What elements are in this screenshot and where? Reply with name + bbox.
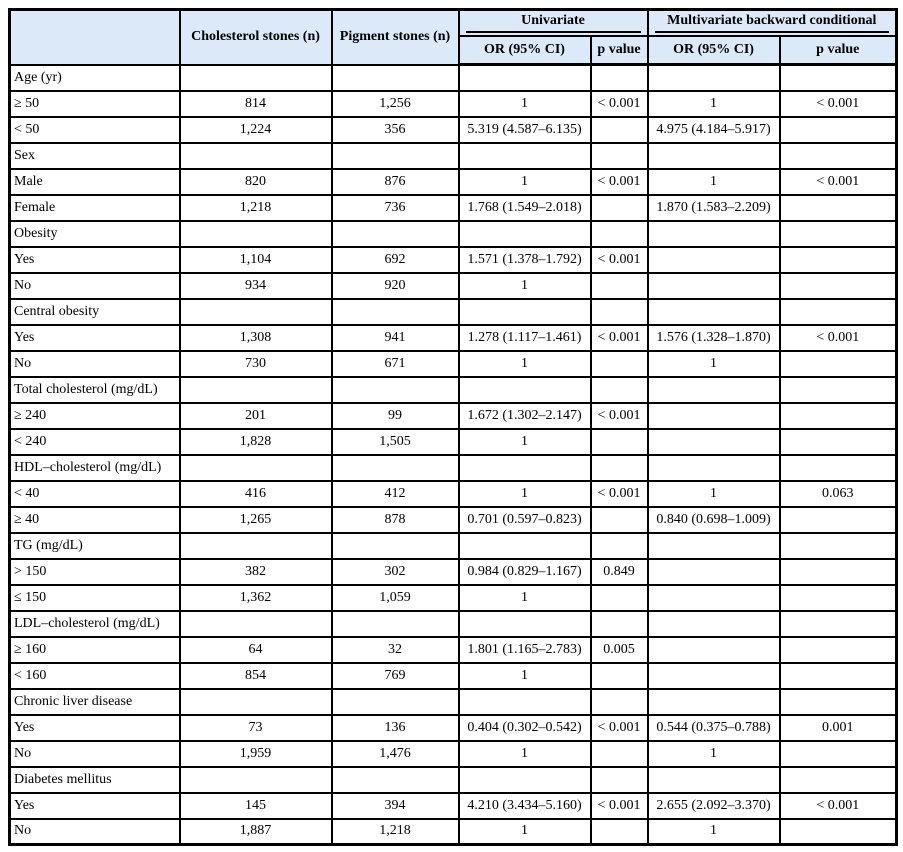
cell-uni_p [591,273,648,299]
cell-uni_or: 1 [459,741,591,767]
cell-multi_or [648,377,780,403]
multivariate-group-label: Multivariate backward conditional [655,13,890,33]
cell-multi_or: 1 [648,351,780,377]
cell-pig: 920 [332,273,459,299]
header-univariate-pvalue: p value [591,36,648,65]
cell-label: Yes [10,247,180,273]
cell-pig: 692 [332,247,459,273]
cell-multi_or [648,65,780,91]
table-row [10,273,897,299]
cell-uni_p: < 0.001 [591,91,648,117]
cell-uni_or [459,767,591,793]
cell-pig [332,299,459,325]
cell-uni_p [591,195,648,221]
cell-multi_p [780,559,897,585]
cell-pig [332,221,459,247]
table-row [10,663,897,689]
cell-multi_p [780,351,897,377]
cell-uni_or: 1 [459,351,591,377]
cell-multi_p [780,273,897,299]
cell-multi_or: 1.576 (1.328–1.870) [648,325,780,351]
cell-pig: 941 [332,325,459,351]
cell-chol: 1,828 [180,429,332,455]
cell-pig: 1,218 [332,819,459,845]
cell-pig: 769 [332,663,459,689]
cell-uni_or: 1 [459,663,591,689]
cell-chol: 145 [180,793,332,819]
table-row [10,481,897,507]
cell-uni_p [591,117,648,143]
cell-pig [332,689,459,715]
header-multivariate-or: OR (95% CI) [648,36,780,65]
odds-ratio-table [8,8,898,846]
cell-pig: 136 [332,715,459,741]
cell-multi_or [648,533,780,559]
cell-uni_or [459,611,591,637]
cell-chol [180,689,332,715]
cell-multi_p [780,143,897,169]
cell-multi_or: 2.655 (2.092–3.370) [648,793,780,819]
cell-multi_or [648,585,780,611]
table-body [10,65,897,845]
table-header [10,10,897,65]
cell-uni_or [459,143,591,169]
cell-pig [332,533,459,559]
cell-multi_or [648,637,780,663]
cell-uni_or: 1.768 (1.549–2.018) [459,195,591,221]
table-row [10,221,897,247]
cell-label: ≤ 150 [10,585,180,611]
cell-multi_p [780,767,897,793]
cell-label: ≥ 240 [10,403,180,429]
cell-multi_p: < 0.001 [780,169,897,195]
cell-uni_p [591,741,648,767]
cell-pig: 356 [332,117,459,143]
cell-uni_p [591,585,648,611]
cell-label: Sex [10,143,180,169]
cell-multi_or [648,429,780,455]
cell-multi_p [780,117,897,143]
cell-multi_or [648,273,780,299]
cell-chol: 1,887 [180,819,332,845]
cell-uni_or: 1.571 (1.378–1.792) [459,247,591,273]
cell-label: Total cholesterol (mg/dL) [10,377,180,403]
table-row [10,585,897,611]
table-row [10,455,897,481]
cell-multi_or [648,455,780,481]
header-group-univariate [459,10,648,36]
cell-uni_or [459,65,591,91]
cell-uni_or: 1.278 (1.117–1.461) [459,325,591,351]
cell-multi_p [780,507,897,533]
cell-multi_p [780,299,897,325]
table-row [10,741,897,767]
cell-multi_or [648,221,780,247]
table-row [10,325,897,351]
table-row [10,247,897,273]
table-row [10,793,897,819]
table-row [10,377,897,403]
cell-multi_or [648,143,780,169]
cell-multi_p [780,689,897,715]
cell-chol: 854 [180,663,332,689]
table-row [10,403,897,429]
cell-multi_or: 1.870 (1.583–2.209) [648,195,780,221]
header-cholesterol-stones: Cholesterol stones (n) [180,10,332,65]
cell-chol: 64 [180,637,332,663]
cell-chol: 1,265 [180,507,332,533]
cell-uni_p: < 0.001 [591,325,648,351]
cell-chol: 814 [180,91,332,117]
cell-multi_p [780,403,897,429]
cell-uni_or: 1 [459,169,591,195]
cell-label: Female [10,195,180,221]
cell-uni_p [591,429,648,455]
cell-multi_p [780,637,897,663]
cell-pig: 876 [332,169,459,195]
cell-uni_or: 0.984 (0.829–1.167) [459,559,591,585]
cell-label: ≥ 160 [10,637,180,663]
cell-label: ≥ 50 [10,91,180,117]
cell-multi_p [780,65,897,91]
cell-multi_p: < 0.001 [780,793,897,819]
cell-multi_p: 0.063 [780,481,897,507]
cell-pig [332,455,459,481]
cell-label: TG (mg/dL) [10,533,180,559]
cell-label: HDL–cholesterol (mg/dL) [10,455,180,481]
cell-multi_p [780,429,897,455]
cell-pig: 412 [332,481,459,507]
cell-uni_or [459,221,591,247]
cell-uni_p: < 0.001 [591,481,648,507]
cell-label: > 150 [10,559,180,585]
cell-uni_or: 1 [459,429,591,455]
cell-multi_p: < 0.001 [780,325,897,351]
cell-uni_p [591,767,648,793]
header-corner-cell [10,10,180,65]
cell-label: No [10,273,180,299]
table-row [10,143,897,169]
cell-label: < 240 [10,429,180,455]
cell-multi_p [780,247,897,273]
cell-label: No [10,351,180,377]
table-row [10,117,897,143]
cell-uni_or: 0.404 (0.302–0.542) [459,715,591,741]
cell-uni_or: 1 [459,91,591,117]
cell-pig: 394 [332,793,459,819]
cell-chol: 820 [180,169,332,195]
cell-label: Chronic liver disease [10,689,180,715]
table-row [10,819,897,845]
cell-label: < 160 [10,663,180,689]
cell-chol: 1,959 [180,741,332,767]
cell-label: Male [10,169,180,195]
cell-multi_or [648,767,780,793]
cell-pig: 1,256 [332,91,459,117]
cell-pig: 32 [332,637,459,663]
cell-chol: 1,362 [180,585,332,611]
cell-uni_or: 1.672 (1.302–2.147) [459,403,591,429]
cell-label: Yes [10,325,180,351]
table-row [10,169,897,195]
cell-chol [180,299,332,325]
cell-uni_or: 4.210 (3.434–5.160) [459,793,591,819]
cell-uni_p: < 0.001 [591,715,648,741]
cell-multi_or [648,611,780,637]
cell-uni_p [591,143,648,169]
cell-uni_p [591,689,648,715]
table-row [10,65,897,91]
table-row [10,559,897,585]
cell-multi_p: < 0.001 [780,91,897,117]
table-row [10,637,897,663]
table-row [10,689,897,715]
statistics-table-container [8,8,898,846]
cell-multi_p [780,741,897,767]
table-row [10,429,897,455]
cell-pig: 736 [332,195,459,221]
cell-multi_or: 0.840 (0.698–1.009) [648,507,780,533]
cell-uni_p [591,65,648,91]
cell-label: No [10,819,180,845]
cell-multi_or [648,247,780,273]
cell-multi_p [780,377,897,403]
cell-label: Obesity [10,221,180,247]
cell-chol [180,65,332,91]
cell-pig: 302 [332,559,459,585]
cell-uni_or [459,377,591,403]
table-row [10,91,897,117]
cell-multi_p [780,819,897,845]
cell-uni_or: 0.701 (0.597–0.823) [459,507,591,533]
header-group-multivariate [648,10,897,36]
cell-label: No [10,741,180,767]
cell-multi_or [648,403,780,429]
cell-multi_p [780,611,897,637]
cell-chol: 1,308 [180,325,332,351]
cell-label: Yes [10,793,180,819]
cell-pig: 1,476 [332,741,459,767]
cell-label: < 50 [10,117,180,143]
cell-chol [180,143,332,169]
cell-label: Age (yr) [10,65,180,91]
cell-pig [332,143,459,169]
cell-label: < 40 [10,481,180,507]
cell-chol: 730 [180,351,332,377]
cell-chol [180,611,332,637]
cell-chol [180,221,332,247]
cell-multi_or: 4.975 (4.184–5.917) [648,117,780,143]
cell-uni_p: < 0.001 [591,247,648,273]
cell-multi_or: 0.544 (0.375–0.788) [648,715,780,741]
cell-chol: 382 [180,559,332,585]
cell-multi_or: 1 [648,741,780,767]
univariate-group-label: Univariate [466,13,641,33]
cell-label: Central obesity [10,299,180,325]
cell-uni_p: 0.849 [591,559,648,585]
cell-uni_p [591,455,648,481]
cell-pig: 99 [332,403,459,429]
header-multivariate-pvalue: p value [780,36,897,65]
cell-pig: 1,505 [332,429,459,455]
cell-chol: 416 [180,481,332,507]
cell-uni_or [459,455,591,481]
cell-uni_p [591,819,648,845]
table-row [10,533,897,559]
cell-uni_p [591,299,648,325]
cell-multi_or [648,689,780,715]
cell-pig [332,65,459,91]
cell-uni_or [459,533,591,559]
cell-multi_or [648,559,780,585]
cell-uni_p [591,533,648,559]
cell-uni_p [591,663,648,689]
cell-uni_or [459,299,591,325]
cell-uni_p [591,507,648,533]
cell-label: Yes [10,715,180,741]
cell-chol: 1,218 [180,195,332,221]
table-row [10,351,897,377]
cell-pig: 1,059 [332,585,459,611]
cell-uni_or: 1 [459,481,591,507]
cell-pig [332,611,459,637]
cell-uni_p [591,611,648,637]
header-group-row [10,10,897,36]
cell-multi_or: 1 [648,169,780,195]
cell-multi_p [780,455,897,481]
table-row [10,715,897,741]
cell-uni_p [591,221,648,247]
cell-multi_or [648,299,780,325]
cell-multi_p [780,663,897,689]
cell-chol [180,455,332,481]
header-pigment-stones: Pigment stones (n) [332,10,459,65]
cell-uni_or: 1 [459,819,591,845]
cell-pig: 671 [332,351,459,377]
cell-uni_p: < 0.001 [591,169,648,195]
cell-pig: 878 [332,507,459,533]
cell-chol: 1,224 [180,117,332,143]
cell-multi_p [780,195,897,221]
cell-uni_or [459,689,591,715]
cell-label: Diabetes mellitus [10,767,180,793]
table-row [10,195,897,221]
cell-uni_p: 0.005 [591,637,648,663]
cell-multi_or: 1 [648,91,780,117]
cell-label: ≥ 40 [10,507,180,533]
cell-chol: 73 [180,715,332,741]
cell-chol [180,767,332,793]
cell-uni_p [591,377,648,403]
cell-multi_p: 0.001 [780,715,897,741]
cell-chol: 201 [180,403,332,429]
cell-uni_p: < 0.001 [591,793,648,819]
cell-pig [332,377,459,403]
cell-multi_p [780,221,897,247]
cell-uni_p [591,351,648,377]
cell-chol [180,377,332,403]
cell-multi_or: 1 [648,481,780,507]
cell-uni_or: 1 [459,273,591,299]
cell-multi_or [648,663,780,689]
cell-chol [180,533,332,559]
cell-label: LDL–cholesterol (mg/dL) [10,611,180,637]
cell-multi_or: 1 [648,819,780,845]
cell-multi_p [780,533,897,559]
cell-uni_or: 1.801 (1.165–2.783) [459,637,591,663]
cell-chol: 934 [180,273,332,299]
cell-chol: 1,104 [180,247,332,273]
table-row [10,507,897,533]
cell-uni_or: 1 [459,585,591,611]
cell-pig [332,767,459,793]
table-row [10,767,897,793]
cell-uni_p: < 0.001 [591,403,648,429]
cell-multi_p [780,585,897,611]
cell-uni_or: 5.319 (4.587–6.135) [459,117,591,143]
table-row [10,611,897,637]
table-row [10,299,897,325]
header-univariate-or: OR (95% CI) [459,36,591,65]
